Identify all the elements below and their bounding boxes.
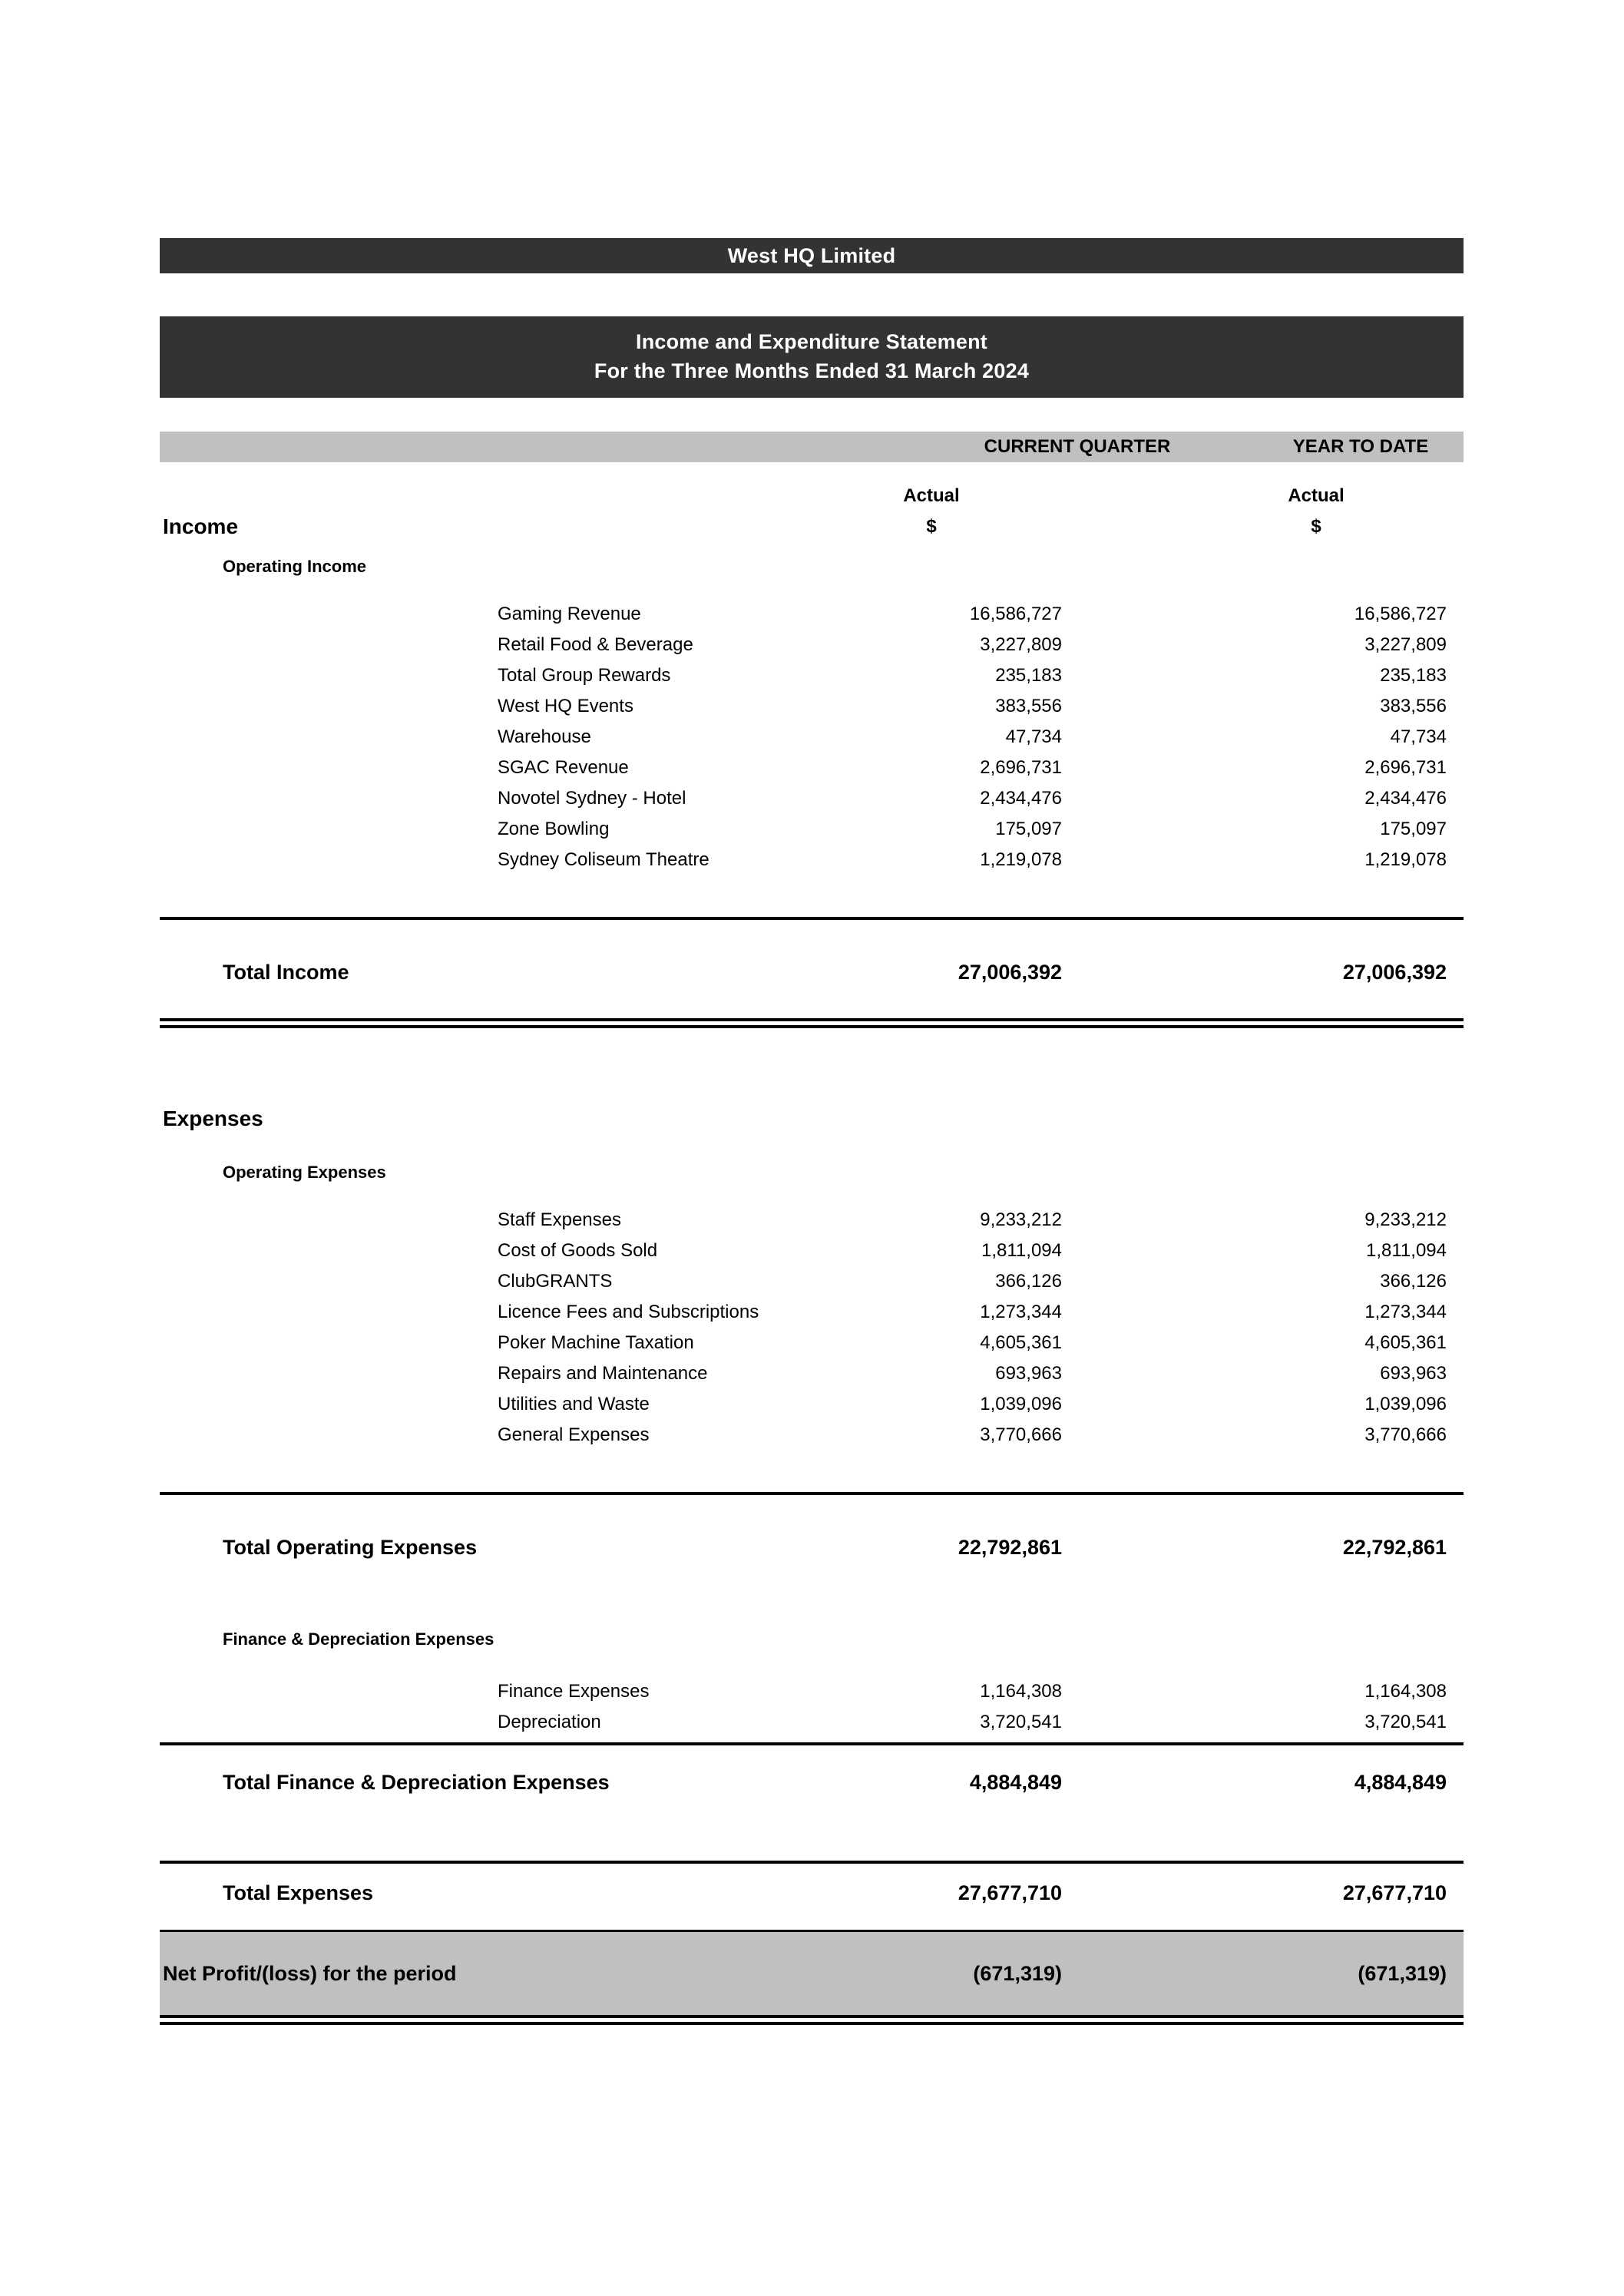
income-section-row (160, 511, 1464, 542)
line-item-cq: 1,811,094 (981, 1240, 1062, 1261)
table-row (160, 691, 1464, 722)
line-item-ytd: 4,605,361 (1364, 1332, 1447, 1353)
company-title-bar (160, 238, 1464, 273)
line-item-label: Sydney Coliseum Theatre (498, 849, 709, 870)
line-item-ytd: 1,273,344 (1364, 1302, 1447, 1322)
line-item-label: Utilities and Waste (498, 1394, 650, 1414)
line-item-ytd: 175,097 (1380, 819, 1447, 839)
header-gap (160, 398, 1464, 432)
subheader-cq-actual: Actual (903, 485, 960, 506)
column-header-band (160, 432, 1464, 462)
line-item-label: West HQ Events (498, 696, 633, 716)
line-item-cq: 4,605,361 (980, 1332, 1062, 1353)
line-item-ytd: 693,963 (1380, 1363, 1447, 1384)
line-item-label: Novotel Sydney - Hotel (498, 788, 686, 809)
total-finance-depreciation-label: Total Finance & Depreciation Expenses (223, 1771, 610, 1794)
total-expenses-label: Total Expenses (223, 1881, 374, 1904)
unit-ytd: $ (1311, 516, 1321, 537)
title-gap (160, 273, 1464, 316)
line-item-label: Warehouse (498, 726, 591, 747)
line-item-cq: 366,126 (995, 1271, 1062, 1292)
column-header-current-quarter: CURRENT QUARTER (984, 436, 1171, 457)
spacer (160, 1495, 1464, 1529)
statement-title: Income and Expenditure Statement (636, 330, 987, 353)
spacer (160, 875, 1464, 917)
total-expenses-cq: 27,677,710 (958, 1881, 1062, 1904)
total-expenses-row (160, 1874, 1464, 1911)
net-result-band (160, 1932, 1464, 2015)
table-row (160, 1707, 1464, 1738)
net-result-cq: (671,319) (973, 1962, 1062, 1985)
table-row (160, 1266, 1464, 1297)
spacer (160, 991, 1464, 1018)
total-finance-depreciation-cq: 4,884,849 (969, 1771, 1062, 1794)
spacer (160, 920, 1464, 954)
line-item-cq: 2,696,731 (980, 757, 1062, 778)
line-item-label: Licence Fees and Subscriptions (498, 1302, 759, 1322)
line-item-cq: 9,233,212 (980, 1209, 1062, 1230)
line-item-label: Total Group Rewards (498, 665, 671, 686)
line-item-cq: 16,586,727 (969, 604, 1062, 624)
table-row (160, 1205, 1464, 1236)
line-item-ytd: 2,696,731 (1364, 757, 1447, 778)
table-row (160, 1389, 1464, 1420)
finance-subheading-row (160, 1626, 1464, 1653)
line-item-cq: 1,273,344 (980, 1302, 1062, 1322)
statement-period: For the Three Months Ended 31 March 2024 (594, 359, 1030, 382)
line-item-cq: 47,734 (1005, 726, 1062, 747)
spacer (160, 1745, 1464, 1764)
net-result-ytd: (671,319) (1358, 1962, 1447, 1985)
total-income-cq: 27,006,392 (958, 961, 1062, 984)
table-row (160, 1328, 1464, 1358)
line-item-cq: 383,556 (995, 696, 1062, 716)
net-result-double-rule (160, 2015, 1464, 2025)
line-item-ytd: 16,586,727 (1354, 604, 1447, 624)
table-row (160, 845, 1464, 875)
line-item-cq: 693,963 (995, 1363, 1062, 1384)
line-item-ytd: 1,811,094 (1366, 1240, 1447, 1261)
operating-expenses-subheading: Operating Expenses (223, 1163, 386, 1182)
table-row (160, 660, 1464, 691)
statement-sheet (160, 238, 1464, 2025)
unit-cq: $ (926, 516, 937, 537)
company-name: West HQ Limited (727, 244, 896, 267)
table-row (160, 1236, 1464, 1266)
income-section-heading: Income (163, 514, 239, 538)
line-item-label: Finance Expenses (498, 1681, 650, 1702)
line-item-ytd: 47,734 (1390, 726, 1447, 747)
line-item-ytd: 1,164,308 (1364, 1681, 1447, 1702)
line-item-cq: 1,039,096 (980, 1394, 1062, 1414)
spacer (160, 1451, 1464, 1492)
line-item-label: Gaming Revenue (498, 604, 641, 624)
line-item-ytd: 3,770,666 (1364, 1424, 1447, 1445)
line-item-ytd: 366,126 (1380, 1271, 1447, 1292)
total-income-row (160, 954, 1464, 991)
total-finance-depreciation-row (160, 1764, 1464, 1801)
total-expenses-ytd: 27,677,710 (1342, 1881, 1447, 1904)
line-item-label: Repairs and Maintenance (498, 1363, 708, 1384)
spacer (160, 1136, 1464, 1159)
spacer (160, 1566, 1464, 1626)
income-total-double-rule (160, 1018, 1464, 1028)
table-row (160, 1297, 1464, 1328)
line-item-label: SGAC Revenue (498, 757, 629, 778)
line-item-cq: 175,097 (995, 819, 1062, 839)
spacer (160, 1911, 1464, 1930)
column-header-year-to-date: YEAR TO DATE (1292, 436, 1429, 457)
table-row (160, 599, 1464, 630)
line-item-ytd: 2,434,476 (1364, 788, 1447, 809)
total-operating-expenses-row (160, 1529, 1464, 1566)
line-item-ytd: 3,720,541 (1364, 1712, 1447, 1732)
net-result-label: Net Profit/(loss) for the period (163, 1962, 457, 1985)
column-subheader-row (160, 481, 1464, 511)
table-row (160, 722, 1464, 753)
total-finance-depreciation-ytd: 4,884,849 (1354, 1771, 1447, 1794)
table-row (160, 753, 1464, 783)
spacer (160, 1028, 1464, 1102)
table-row (160, 783, 1464, 814)
line-item-label: Depreciation (498, 1712, 601, 1732)
line-item-cq: 1,164,308 (980, 1681, 1062, 1702)
line-item-ytd: 3,227,809 (1364, 634, 1447, 655)
line-item-ytd: 235,183 (1380, 665, 1447, 686)
line-item-ytd: 9,233,212 (1364, 1209, 1447, 1230)
total-income-ytd: 27,006,392 (1342, 961, 1447, 984)
operating-income-subheading-row (160, 553, 1464, 581)
line-item-label: General Expenses (498, 1424, 650, 1445)
table-row (160, 630, 1464, 660)
line-item-ytd: 1,219,078 (1364, 849, 1447, 870)
spacer (160, 1653, 1464, 1676)
subheader-ytd-actual: Actual (1288, 485, 1345, 506)
table-row (160, 1420, 1464, 1451)
spacer (160, 1801, 1464, 1861)
table-row (160, 1676, 1464, 1707)
spacer (160, 1864, 1464, 1874)
total-operating-expenses-label: Total Operating Expenses (223, 1536, 478, 1559)
line-item-cq: 1,219,078 (980, 849, 1062, 870)
expenses-section-row (160, 1102, 1464, 1136)
spacer (160, 462, 1464, 481)
total-operating-expenses-ytd: 22,792,861 (1342, 1536, 1447, 1559)
operating-expenses-subheading-row (160, 1159, 1464, 1186)
line-item-label: ClubGRANTS (498, 1271, 613, 1292)
expenses-section-heading: Expenses (163, 1107, 263, 1130)
line-item-label: Retail Food & Beverage (498, 634, 693, 655)
line-item-cq: 3,720,541 (980, 1712, 1062, 1732)
line-item-label: Cost of Goods Sold (498, 1240, 658, 1261)
statement-title-bar (160, 316, 1464, 398)
line-item-label: Zone Bowling (498, 819, 610, 839)
total-income-label: Total Income (223, 961, 349, 984)
finance-subheading: Finance & Depreciation Expenses (223, 1629, 494, 1649)
line-item-cq: 3,770,666 (980, 1424, 1062, 1445)
total-operating-expenses-cq: 22,792,861 (958, 1536, 1062, 1559)
line-item-cq: 2,434,476 (980, 788, 1062, 809)
table-row (160, 1358, 1464, 1389)
table-row (160, 814, 1464, 845)
line-item-label: Staff Expenses (498, 1209, 621, 1230)
spacer (160, 581, 1464, 599)
line-item-ytd: 383,556 (1380, 696, 1447, 716)
line-item-ytd: 1,039,096 (1364, 1394, 1447, 1414)
line-item-cq: 235,183 (995, 665, 1062, 686)
line-item-label: Poker Machine Taxation (498, 1332, 694, 1353)
spacer (160, 1186, 1464, 1205)
line-item-cq: 3,227,809 (980, 634, 1062, 655)
operating-income-subheading: Operating Income (223, 557, 367, 576)
